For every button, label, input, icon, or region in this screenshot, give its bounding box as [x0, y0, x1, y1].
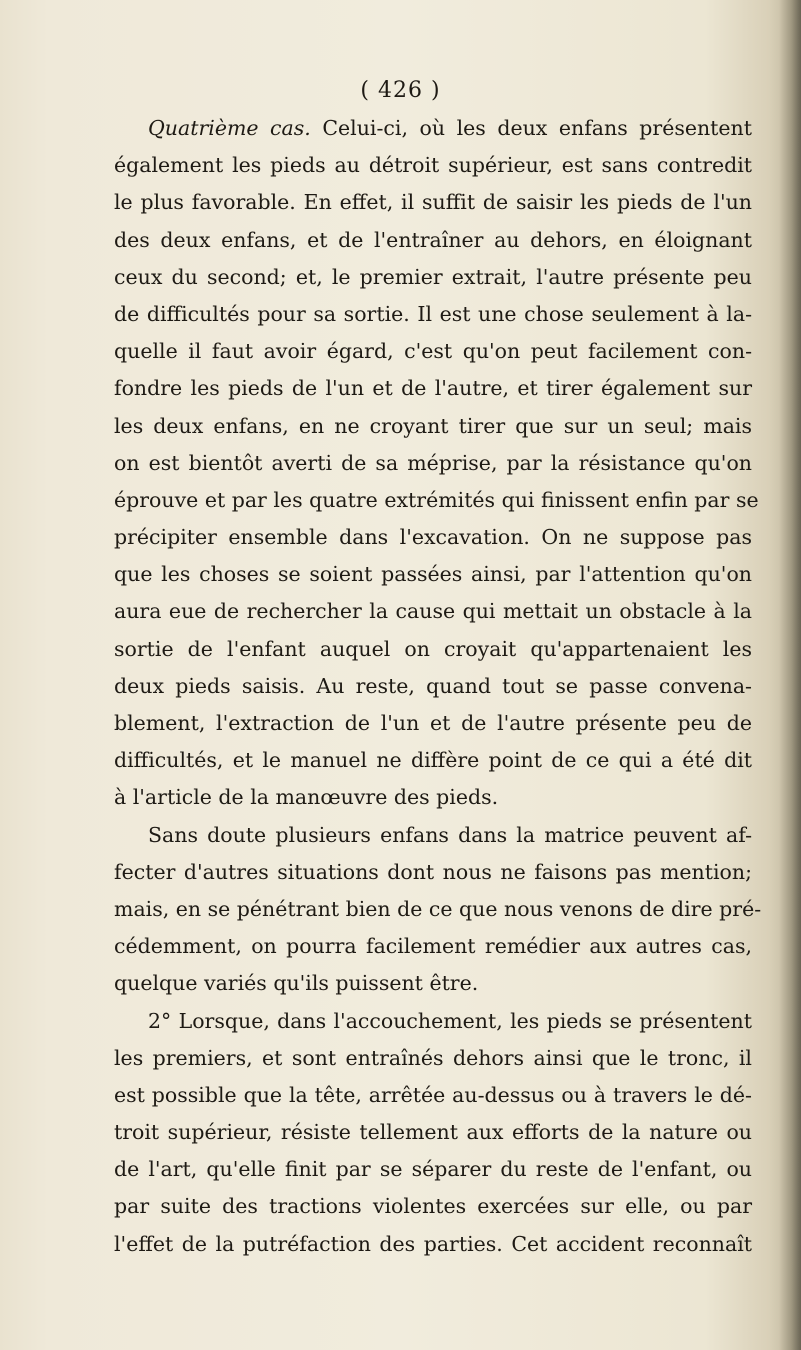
text-line: quelle il faut avoir égard, c'est qu'on peut facilement con-: [114, 339, 752, 364]
page-edge-shadow: [779, 0, 801, 1350]
text-line: sortie de l'enfant auquel on croyait qu'appartenaient les: [114, 636, 752, 661]
text-line: ceux du second; et, le premier extrait, l'autre présente peu: [114, 264, 752, 289]
text-line: le plus favorable. En effet, il suffit de saisir les pieds de l'un: [114, 190, 752, 215]
text-line: blement, l'extraction de l'un et de l'autre présente peu de: [114, 711, 752, 735]
text-line: aura eue de rechercher la cause qui mettait un obstacle à la: [114, 599, 752, 624]
text-line: les premiers, et sont entraînés dehors ainsi que le tronc, il: [114, 1045, 752, 1070]
text-line: des deux enfans, et de l'entraîner au dehors, en éloignant: [114, 227, 752, 252]
text-line: on est bientôt averti de sa méprise, par la résistance qu'on: [114, 450, 752, 475]
text-line: Sans doute plusieurs enfans dans la matrice peuvent af-: [148, 822, 752, 847]
text-line: de difficultés pour sa sortie. Il est une chose seulement à la-: [114, 301, 752, 326]
text-line: quelque variés qu'ils puissent être.: [114, 971, 479, 996]
text-line: que les choses se soient passées ainsi, par l'attention qu'on: [114, 562, 752, 587]
case-heading: Quatrième cas.: [148, 116, 311, 140]
text-line: est possible que la tête, arrêtée au-dessus ou à travers le dé-: [114, 1082, 752, 1107]
text-line: mais, en se pénétrant bien de ce que nous venons de dire pré-: [114, 896, 762, 921]
text-line: 2° Lorsque, dans l'accouchement, les pieds se présentent: [148, 1008, 752, 1033]
text-line: fecter d'autres situations dont nous ne faisons pas mention;: [114, 859, 752, 884]
text-line: par suite des tractions violentes exercées sur elle, ou par: [114, 1194, 752, 1219]
text-line: précipiter ensemble dans l'excavation. On ne suppose pas: [114, 525, 752, 550]
text-line: l'effet de la putréfaction des parties. Cet accident reconnaît: [114, 1231, 752, 1256]
text-line: troit supérieur, résiste tellement aux efforts de la nature ou: [114, 1120, 752, 1145]
text-line: éprouve et par les quatre extrémités qui finissent enfin par se: [114, 487, 759, 512]
text-line: cédemment, on pourra facilement remédier aux autres cas,: [114, 934, 752, 959]
text-line: de l'art, qu'elle finit par se séparer du reste de l'enfant, ou: [114, 1157, 752, 1182]
text-line: deux pieds saisis. Au reste, quand tout se passe convena-: [114, 673, 752, 698]
text-line: également les pieds au détroit supérieur, est sans contredit: [114, 153, 752, 178]
text-line: Quatrième cas. Celui-ci, où les deux enfans présentent: [148, 116, 752, 140]
text-line: fondre les pieds de l'un et de l'autre, et tirer également sur: [114, 376, 752, 401]
page-number: ( 426 ): [360, 78, 441, 103]
body-text: [114, 110, 762, 1263]
text-line: difficultés, et le manuel ne diffère point de ce qui a été dit: [114, 748, 752, 773]
text-line: à l'article de la manœuvre des pieds.: [114, 785, 499, 810]
text-line: les deux enfans, en ne croyant tirer que sur un seul; mais: [114, 413, 752, 438]
